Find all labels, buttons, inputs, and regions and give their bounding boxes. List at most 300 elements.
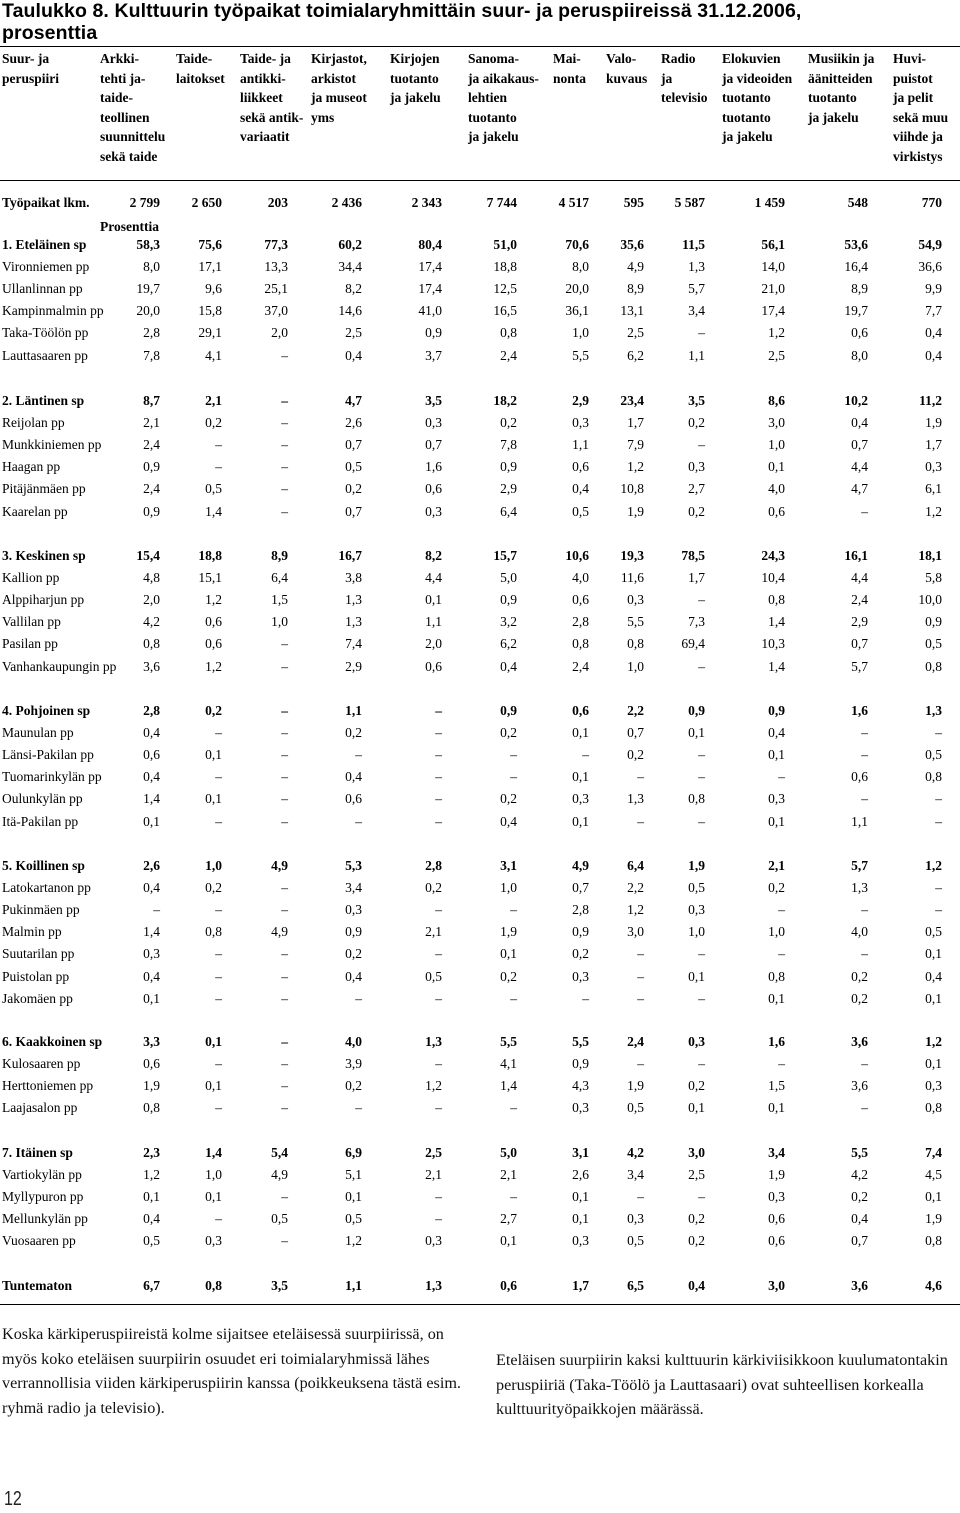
table-cell: –: [637, 1189, 644, 1205]
table-cell: 0,1: [143, 990, 160, 1006]
row-label: Pukinmäen pp: [2, 902, 80, 918]
table-cell: 0,5: [205, 481, 222, 497]
table-cell: 5,7: [851, 658, 868, 674]
table-cell: 0,4: [851, 415, 868, 431]
table-cell: 0,2: [205, 415, 222, 431]
table-cell: –: [281, 813, 288, 829]
row-label: 4. Pohjoinen sp: [2, 703, 91, 718]
table-cell: 5,7: [688, 281, 705, 297]
table-cell: 78,5: [681, 548, 705, 563]
table-cell: 1,3: [345, 592, 362, 608]
table-cell: –: [435, 1211, 442, 1227]
table-row: [0, 345, 960, 367]
table-title-line1: Taulukko 8. Kulttuurin työpaikat toimialaryhmittäin suur- ja peruspiireissä 31.12.2006,: [2, 0, 802, 22]
table-cell: 7,4: [345, 636, 362, 652]
table-cell: 0,6: [425, 481, 442, 497]
table-cell: 75,6: [198, 237, 222, 252]
table-cell: 0,5: [572, 503, 589, 519]
table-cell: 0,6: [768, 1233, 785, 1249]
table-cell: 19,7: [136, 281, 160, 297]
table-cell: 0,7: [425, 437, 442, 453]
table-cell: 1,3: [345, 614, 362, 630]
table-cell: –: [281, 791, 288, 807]
table-cell: –: [510, 747, 517, 763]
row-label: 5. Koillinen sp: [2, 858, 85, 873]
group-summary-row: [0, 390, 960, 412]
table-cell: 0,1: [688, 1100, 705, 1116]
table-cell: 0,2: [688, 503, 705, 519]
table-cell: 0,8: [627, 636, 644, 652]
table-cell: –: [935, 813, 942, 829]
table-cell: –: [281, 437, 288, 453]
table-cell: 14,0: [761, 259, 785, 275]
row-label: 1. Eteläinen sp: [2, 237, 87, 252]
table-cell: –: [637, 769, 644, 785]
table-cell: –: [281, 703, 288, 718]
paragraph-left: Koska kärkiperuspiireistä kolme sijaitsee eteläisessä suurpiirissä, on myös koko eteläisen suurpiirin osuudet eri toimialaryhmissä lähes verrannollisia viiden kärkiperuspiirin kanssa (poikkeuksena tästä esim. ryhmä radio ja televisio).: [2, 1325, 461, 1417]
table-cell: –: [861, 1056, 868, 1072]
table-cell: 0,6: [425, 658, 442, 674]
table-cell: –: [281, 880, 288, 896]
table-cell: 18,8: [493, 259, 517, 275]
table-cell: 3,5: [425, 393, 442, 408]
total-row: [0, 192, 960, 214]
table-cell: –: [861, 725, 868, 741]
table-cell: 5,5: [851, 1145, 868, 1160]
table-cell: –: [435, 703, 442, 718]
table-cell: 0,1: [572, 725, 589, 741]
table-cell: 2,8: [143, 325, 160, 341]
table-cell: 2,0: [143, 592, 160, 608]
table-row: [0, 921, 960, 943]
table-cell: 0,4: [925, 347, 942, 363]
table-cell: 8,7: [143, 393, 160, 408]
table-cell: –: [582, 990, 589, 1006]
table-cell: 1,6: [768, 1034, 785, 1049]
table-cell: 15,1: [198, 570, 222, 586]
table-cell: 0,2: [345, 946, 362, 962]
table-cell: 1,2: [768, 325, 785, 341]
table-cell: 0,6: [143, 1056, 160, 1072]
table-cell: 4,4: [851, 459, 868, 475]
table-cell: 51,0: [493, 237, 517, 252]
row-label: Pasilan pp: [2, 636, 58, 652]
table-cell: 0,2: [688, 1078, 705, 1094]
column-header-2: Taide- laitokset: [176, 51, 225, 86]
page-number: 12: [4, 1488, 22, 1510]
table-cell: 77,3: [264, 237, 288, 252]
table-cell: 7,3: [688, 614, 705, 630]
table-cell: 16,5: [493, 303, 517, 319]
table-cell: 5,5: [572, 347, 589, 363]
table-cell: 17,4: [761, 303, 785, 319]
table-row: [0, 1208, 960, 1230]
table-cell: 0,5: [925, 636, 942, 652]
table-cell: –: [281, 990, 288, 1006]
row-label: Vallilan pp: [2, 614, 61, 630]
table-row: [0, 434, 960, 456]
table-cell: 1,2: [925, 503, 942, 519]
table-cell: 5,5: [627, 614, 644, 630]
table-cell: 0,3: [572, 968, 589, 984]
table-cell: 0,2: [851, 1189, 868, 1205]
table-row: [0, 1053, 960, 1075]
table-cell: 20,0: [136, 303, 160, 319]
table-cell: 6,4: [271, 570, 288, 586]
table-cell: 1,9: [500, 924, 517, 940]
row-label: Reijolan pp: [2, 415, 65, 431]
table-cell: 16,7: [338, 548, 362, 563]
table-cell: 10,0: [918, 592, 942, 608]
table-cell: –: [281, 946, 288, 962]
table-cell: 0,5: [425, 968, 442, 984]
table-cell: 5,1: [345, 1167, 362, 1183]
table-cell: 0,2: [768, 880, 785, 896]
table-cell: 0,1: [572, 769, 589, 785]
table-cell: 2,6: [572, 1167, 589, 1183]
table-cell: –: [435, 990, 442, 1006]
table-cell: 8,2: [425, 548, 442, 563]
table-cell: –: [637, 946, 644, 962]
table-cell: 4,2: [851, 1167, 868, 1183]
table-cell: 203: [267, 195, 288, 210]
table-cell: –: [778, 1056, 785, 1072]
table-cell: 0,2: [345, 1078, 362, 1094]
table-cell: –: [861, 902, 868, 918]
table-cell: 1,0: [205, 1167, 222, 1183]
table-cell: 0,9: [143, 503, 160, 519]
table-cell: 1,9: [627, 1078, 644, 1094]
table-cell: 3,0: [768, 1278, 785, 1293]
table-cell: 80,4: [418, 237, 442, 252]
table-cell: –: [698, 658, 705, 674]
table-cell: 10,4: [761, 570, 785, 586]
table-cell: –: [510, 902, 517, 918]
column-header-3: Taide- ja antikki- liikkeet sekä antik- variaatit: [240, 51, 304, 144]
table-cell: –: [935, 902, 942, 918]
table-cell: 3,6: [851, 1034, 868, 1049]
table-cell: 3,6: [851, 1078, 868, 1094]
table-cell: 2,5: [688, 1167, 705, 1183]
table-cell: 2,8: [572, 902, 589, 918]
row-label: Munkkiniemen pp: [2, 437, 102, 453]
table-row: [0, 1075, 960, 1097]
table-cell: 0,8: [768, 968, 785, 984]
group-summary-row: [0, 855, 960, 877]
table-row: [0, 1164, 960, 1186]
group-summary-row: [0, 1142, 960, 1164]
table-cell: 0,6: [205, 636, 222, 652]
table-title-line2: prosenttia: [2, 22, 98, 44]
table-cell: 0,1: [205, 791, 222, 807]
table-cell: 0,3: [345, 902, 362, 918]
table-cell: –: [281, 1100, 288, 1116]
table-cell: –: [778, 769, 785, 785]
table-cell: 0,2: [345, 481, 362, 497]
table-cell: 1,9: [925, 1211, 942, 1227]
table-cell: 4,9: [271, 924, 288, 940]
table-cell: 3,0: [627, 924, 644, 940]
table-cell: 0,1: [768, 1100, 785, 1116]
table-cell: 1,9: [768, 1167, 785, 1183]
table-cell: 2,4: [627, 1034, 644, 1049]
table-cell: 2,0: [425, 636, 442, 652]
table-cell: 9,9: [925, 281, 942, 297]
row-label: Taka-Töölön pp: [2, 325, 89, 341]
table-cell: –: [215, 1211, 222, 1227]
table-cell: 1,0: [688, 924, 705, 940]
table-cell: 8,6: [768, 393, 785, 408]
table-row: [0, 1097, 960, 1119]
table-cell: 2,1: [143, 415, 160, 431]
table-cell: –: [582, 747, 589, 763]
table-cell: 0,1: [205, 1034, 222, 1049]
table-cell: 0,9: [425, 325, 442, 341]
table-cell: 3,0: [768, 415, 785, 431]
table-row: [0, 589, 960, 611]
table-cell: –: [281, 968, 288, 984]
table-cell: –: [281, 459, 288, 475]
table-cell: 5 587: [674, 195, 705, 210]
table-cell: 1,4: [205, 503, 222, 519]
table-cell: 3,1: [572, 1145, 589, 1160]
table-cell: 4,6: [925, 1278, 942, 1293]
column-header-4: Kirjastot, arkistot ja museot yms: [311, 51, 367, 125]
table-cell: –: [215, 990, 222, 1006]
row-label: 7. Itäinen sp: [2, 1145, 73, 1160]
table-cell: 1,0: [271, 614, 288, 630]
table-row: [0, 766, 960, 788]
table-cell: 2 436: [331, 195, 362, 210]
table-cell: 0,1: [345, 1189, 362, 1205]
table-row: [0, 322, 960, 344]
table-cell: –: [153, 902, 160, 918]
table-cell: 4,4: [851, 570, 868, 586]
top-rule: [0, 46, 960, 47]
table-cell: –: [698, 437, 705, 453]
table-cell: 0,8: [500, 325, 517, 341]
table-cell: –: [435, 769, 442, 785]
table-cell: 2 650: [191, 195, 222, 210]
table-cell: 29,1: [198, 325, 222, 341]
table-row: [0, 722, 960, 744]
table-cell: 3,4: [768, 1145, 785, 1160]
table-cell: 3,5: [688, 393, 705, 408]
table-cell: 0,5: [345, 459, 362, 475]
table-cell: –: [281, 1233, 288, 1249]
table-cell: 2 343: [411, 195, 442, 210]
table-cell: 0,1: [205, 1189, 222, 1205]
table-cell: 19,3: [620, 548, 644, 563]
table-cell: 1,2: [143, 1167, 160, 1183]
table-cell: 0,1: [143, 1189, 160, 1205]
table-cell: –: [215, 968, 222, 984]
table-cell: –: [281, 415, 288, 431]
table-cell: –: [778, 902, 785, 918]
table-cell: 0,3: [425, 503, 442, 519]
column-header-5: Kirjojen tuotanto ja jakelu: [390, 51, 441, 105]
table-cell: 2,6: [345, 415, 362, 431]
table-cell: –: [215, 813, 222, 829]
table-cell: 10,2: [844, 393, 868, 408]
table-cell: 4,9: [627, 259, 644, 275]
table-cell: 0,3: [572, 1100, 589, 1116]
table-cell: –: [435, 813, 442, 829]
table-cell: 4,4: [425, 570, 442, 586]
table-cell: –: [281, 1034, 288, 1049]
table-cell: –: [281, 747, 288, 763]
table-cell: 16,1: [844, 548, 868, 563]
table-cell: –: [435, 946, 442, 962]
table-cell: 35,6: [620, 237, 644, 252]
row-label: Jakomäen pp: [2, 990, 73, 1006]
table-cell: –: [281, 1078, 288, 1094]
table-cell: 0,4: [500, 813, 517, 829]
table-cell: 1,6: [851, 703, 868, 718]
table-cell: 8,9: [271, 548, 288, 563]
column-header-1: Arkki- tehti ja- taide- teollinen suunnittelu sekä taide: [100, 51, 166, 164]
table-cell: 8,0: [851, 347, 868, 363]
column-header-7: Mai- nonta: [553, 51, 587, 86]
table-cell: –: [637, 1056, 644, 1072]
table-cell: 4,7: [345, 393, 362, 408]
table-cell: 0,6: [143, 747, 160, 763]
table-cell: 1,7: [925, 437, 942, 453]
table-cell: 7,9: [627, 437, 644, 453]
table-cell: 0,8: [688, 791, 705, 807]
table-cell: –: [698, 769, 705, 785]
table-cell: 7,8: [143, 347, 160, 363]
table-cell: 4,0: [345, 1034, 362, 1049]
table-cell: –: [355, 990, 362, 1006]
table-cell: 1,9: [925, 415, 942, 431]
table-cell: 1,7: [627, 415, 644, 431]
table-cell: 2,7: [500, 1211, 517, 1227]
table-cell: 1,0: [572, 325, 589, 341]
table-cell: 2,9: [345, 658, 362, 674]
row-label: Alppiharjun pp: [2, 592, 85, 608]
table-cell: 1,2: [627, 902, 644, 918]
table-cell: 0,1: [688, 725, 705, 741]
table-cell: 15,4: [136, 548, 160, 563]
table-row: [0, 943, 960, 965]
table-cell: 0,4: [143, 880, 160, 896]
table-cell: –: [435, 1100, 442, 1116]
table-cell: –: [435, 1189, 442, 1205]
table-cell: 0,3: [768, 791, 785, 807]
table-cell: 0,2: [688, 1233, 705, 1249]
table-cell: –: [435, 725, 442, 741]
table-cell: –: [698, 813, 705, 829]
table-cell: 18,1: [918, 548, 942, 563]
table-cell: 6,5: [627, 1278, 644, 1293]
table-cell: –: [861, 946, 868, 962]
table-cell: 2,5: [345, 325, 362, 341]
table-cell: 0,2: [572, 946, 589, 962]
table-cell: –: [215, 946, 222, 962]
table-cell: 56,1: [761, 237, 785, 252]
table-cell: 0,5: [627, 1100, 644, 1116]
table-cell: 6,2: [500, 636, 517, 652]
table-cell: 9,6: [205, 281, 222, 297]
table-cell: 17,1: [198, 259, 222, 275]
table-cell: 2,2: [627, 703, 644, 718]
table-cell: 3,6: [851, 1278, 868, 1293]
table-cell: 11,6: [620, 570, 644, 586]
table-cell: –: [698, 946, 705, 962]
table-cell: 1,4: [143, 791, 160, 807]
table-cell: 0,3: [768, 1189, 785, 1205]
table-cell: 0,3: [425, 1233, 442, 1249]
table-row: [0, 899, 960, 921]
table-title: [2, 0, 942, 44]
table-cell: 11,5: [682, 237, 705, 252]
table-cell: 19,7: [844, 303, 868, 319]
table-cell: 2,9: [572, 393, 589, 408]
table-cell: 1,3: [627, 791, 644, 807]
table-cell: 0,1: [205, 747, 222, 763]
table-cell: 5,3: [345, 858, 362, 873]
table-cell: 0,1: [925, 946, 942, 962]
table-cell: 8,0: [143, 259, 160, 275]
table-cell: 3,3: [143, 1034, 160, 1049]
table-cell: –: [435, 747, 442, 763]
table-cell: 3,4: [345, 880, 362, 896]
row-label: Oulunkylän pp: [2, 791, 83, 807]
table-cell: 2,2: [627, 880, 644, 896]
table-cell: 1 459: [754, 195, 785, 210]
table-cell: 0,7: [851, 1233, 868, 1249]
table-cell: –: [861, 1100, 868, 1116]
table-cell: 0,9: [768, 703, 785, 718]
table-cell: 0,2: [345, 725, 362, 741]
table-cell: –: [510, 990, 517, 1006]
table-cell: 0,1: [768, 459, 785, 475]
table-cell: –: [935, 725, 942, 741]
table-cell: –: [435, 1056, 442, 1072]
table-cell: 0,2: [205, 703, 222, 718]
table-cell: 1,7: [688, 570, 705, 586]
table-cell: 0,1: [572, 1211, 589, 1227]
table-cell: 15,8: [198, 303, 222, 319]
table-cell: 1,0: [500, 880, 517, 896]
row-label: Tuomarinkylän pp: [2, 769, 102, 785]
table-cell: 36,6: [918, 259, 942, 275]
table-cell: –: [698, 325, 705, 341]
table-cell: 3,7: [425, 347, 442, 363]
table-cell: 1,4: [768, 614, 785, 630]
table-cell: 14,6: [338, 303, 362, 319]
table-cell: –: [281, 658, 288, 674]
table-cell: 2,3: [143, 1145, 160, 1160]
table-cell: 1,2: [425, 1078, 442, 1094]
table-cell: 1,0: [205, 858, 222, 873]
table-cell: 3,0: [688, 1145, 705, 1160]
table-cell: 1,2: [925, 858, 942, 873]
table-cell: 0,1: [768, 813, 785, 829]
table-cell: 1,1: [851, 813, 868, 829]
table-cell: 0,4: [851, 1211, 868, 1227]
table-cell: –: [435, 791, 442, 807]
table-row: [0, 567, 960, 589]
table-cell: 0,4: [925, 968, 942, 984]
row-label: Pitäjänmäen pp: [2, 481, 86, 497]
table-cell: 2,1: [500, 1167, 517, 1183]
row-label: Vartiokylän pp: [2, 1167, 82, 1183]
table-cell: 0,6: [572, 592, 589, 608]
table-cell: 0,3: [572, 1233, 589, 1249]
table-cell: 0,9: [572, 924, 589, 940]
